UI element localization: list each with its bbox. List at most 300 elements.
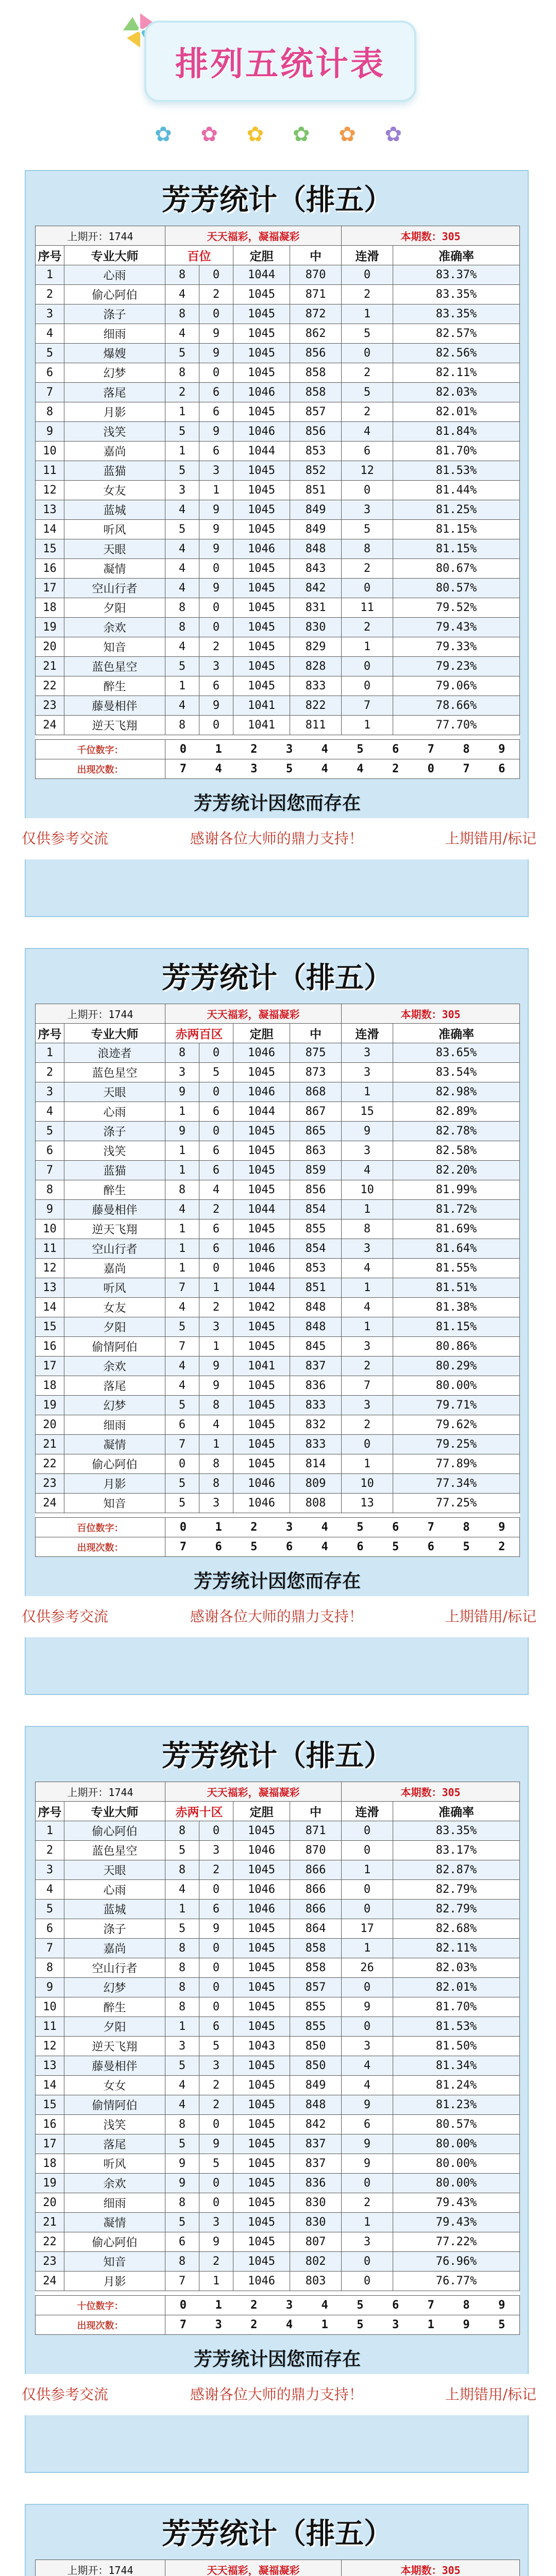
row-index: 12 [36, 2037, 64, 2056]
pick-b: 3 [199, 2056, 233, 2076]
hit-count: 858 [290, 1958, 342, 1978]
accuracy: 80.00% [393, 2134, 520, 2154]
streak-count: 3 [342, 1337, 393, 1357]
hit-count: 802 [290, 2252, 342, 2272]
pick-a: 0 [165, 1454, 199, 1474]
streak-count: 4 [342, 422, 393, 442]
col-index: 序号 [36, 1802, 64, 1821]
accuracy: 82.56% [393, 344, 520, 363]
table-row [36, 2095, 520, 2115]
row-index: 18 [36, 2154, 64, 2174]
accuracy: 82.78% [393, 1122, 520, 1141]
pick-a: 3 [165, 1063, 199, 1082]
pick-a: 4 [165, 500, 199, 520]
master-name: 嘉尚 [64, 1939, 165, 1958]
pick-b: 9 [199, 539, 233, 559]
prev-draw-label: 上期开：1744 [36, 226, 165, 246]
streak-count: 0 [342, 1880, 393, 1900]
master-name: 偷情阿伯 [64, 2095, 165, 2115]
accuracy: 82.11% [393, 363, 520, 383]
count: 2 [392, 762, 399, 775]
total-count: 1044 [233, 1278, 290, 1298]
pick-a: 8 [165, 1958, 199, 1978]
pick-b: 6 [199, 2017, 233, 2037]
table-row [36, 1161, 520, 1180]
table-row [36, 1997, 520, 2017]
col-index: 序号 [36, 246, 64, 265]
row-index: 9 [36, 1978, 64, 1997]
streak-count: 0 [342, 265, 393, 285]
hit-count: 833 [290, 1435, 342, 1454]
row-index: 18 [36, 598, 64, 618]
table-row [36, 559, 520, 579]
table-row [36, 1141, 520, 1161]
accuracy: 77.25% [393, 1494, 520, 1513]
digits-row [36, 740, 520, 759]
count: 6 [427, 1540, 434, 1553]
master-name: 蓝城 [64, 1900, 165, 1919]
pick-a: 5 [165, 1841, 199, 1860]
pick-b: 9 [199, 2232, 233, 2252]
hit-count: 845 [290, 1337, 342, 1357]
master-name: 心雨 [64, 1102, 165, 1122]
pick-b: 6 [199, 1239, 233, 1259]
stat-panel [22, 1726, 536, 2473]
pick-b: 0 [199, 1939, 233, 1958]
table-row [36, 442, 520, 461]
table-row [36, 579, 520, 598]
pick-a: 8 [165, 2252, 199, 2272]
accuracy: 80.00% [393, 2154, 520, 2174]
row-index: 2 [36, 285, 64, 304]
pick-b: 6 [199, 442, 233, 461]
hit-count: 848 [290, 539, 342, 559]
total-count: 1045 [233, 402, 290, 422]
accuracy: 83.65% [393, 1043, 520, 1063]
counts-row [36, 1537, 520, 1557]
total-count: 1045 [233, 304, 290, 324]
hit-count: 849 [290, 500, 342, 520]
table-row [36, 1259, 520, 1278]
digit: 8 [463, 1521, 470, 1534]
panel-footer: 芳芳统计因您而存在 [193, 1571, 361, 1592]
accuracy: 80.29% [393, 1357, 520, 1376]
row-index: 8 [36, 1180, 64, 1200]
master-name: 蓝色星空 [64, 657, 165, 676]
panel-title: 芳芳统计（排五） [162, 2517, 393, 2551]
row-index: 20 [36, 2193, 64, 2213]
accuracy: 82.03% [393, 383, 520, 402]
pick-a: 8 [165, 716, 199, 735]
master-name: 藤曼相伴 [64, 1200, 165, 1219]
pick-b: 0 [199, 2174, 233, 2193]
hit-count: 855 [290, 2017, 342, 2037]
row-index: 16 [36, 1337, 64, 1357]
slogan: 天天福彩，凝福凝彩 [165, 226, 342, 246]
period-label: 本期数：305 [342, 2560, 520, 2576]
table-row [36, 676, 520, 696]
pick-a: 8 [165, 1821, 199, 1841]
pick-b: 2 [199, 2252, 233, 2272]
col-accuracy: 准确率 [393, 246, 520, 265]
table-header [36, 1024, 520, 1043]
digit: 6 [392, 2299, 399, 2312]
prev-draw-label: 上期开：1744 [36, 2560, 165, 2576]
count: 5 [392, 1540, 399, 1553]
table-row [36, 304, 520, 324]
digit: 6 [392, 743, 399, 756]
row-index: 9 [36, 422, 64, 442]
pick-a: 8 [165, 363, 199, 383]
pick-a: 4 [165, 559, 199, 579]
digit: 6 [392, 1521, 399, 1534]
table-row [36, 1337, 520, 1357]
pick-b: 3 [199, 2213, 233, 2232]
table-row [36, 2252, 520, 2272]
pick-b: 6 [199, 1219, 233, 1239]
total-count: 1045 [233, 637, 290, 657]
digit: 5 [357, 2299, 364, 2312]
info-row [36, 226, 520, 246]
table-row [36, 1821, 520, 1841]
pick-a: 5 [165, 2056, 199, 2076]
accuracy: 79.52% [393, 598, 520, 618]
pick-b: 1 [199, 2272, 233, 2291]
hit-count: 864 [290, 1919, 342, 1939]
accuracy: 83.35% [393, 1821, 520, 1841]
master-name: 浅笑 [64, 2115, 165, 2134]
streak-count: 2 [342, 285, 393, 304]
row-index: 3 [36, 1082, 64, 1102]
digits-values [165, 740, 520, 759]
hit-count: 822 [290, 696, 342, 716]
accuracy: 82.20% [393, 1161, 520, 1180]
total-count: 1045 [233, 1821, 290, 1841]
master-name: 浪迹者 [64, 1043, 165, 1063]
stat-table [35, 1782, 520, 2335]
accuracy: 81.84% [393, 422, 520, 442]
accuracy: 81.44% [393, 481, 520, 500]
master-name: 蓝色星空 [64, 1063, 165, 1082]
row-index: 17 [36, 2134, 64, 2154]
pick-a: 8 [165, 618, 199, 637]
pick-b: 3 [199, 657, 233, 676]
total-count: 1045 [233, 1860, 290, 1880]
hit-count: 856 [290, 1180, 342, 1200]
row-index: 9 [36, 1200, 64, 1219]
col-streak: 连滑 [342, 246, 393, 265]
streak-count: 3 [342, 1239, 393, 1259]
master-name: 余欢 [64, 2174, 165, 2193]
master-name: 听风 [64, 520, 165, 539]
table-row [36, 1415, 520, 1435]
count: 1 [427, 2318, 434, 2331]
pick-b: 4 [199, 1415, 233, 1435]
pick-b: 8 [199, 1454, 233, 1474]
table-row [36, 1219, 520, 1239]
table-row [36, 2154, 520, 2174]
accuracy: 81.70% [393, 442, 520, 461]
pick-b: 1 [199, 1337, 233, 1357]
streak-count: 0 [342, 1821, 393, 1841]
accuracy: 79.23% [393, 657, 520, 676]
count: 0 [427, 762, 434, 775]
row-index: 7 [36, 1161, 64, 1180]
streak-count: 0 [342, 2252, 393, 2272]
row-index: 3 [36, 1860, 64, 1880]
pick-a: 1 [165, 676, 199, 696]
master-name: 细雨 [64, 2193, 165, 2213]
digit: 2 [250, 2299, 258, 2312]
accuracy: 81.64% [393, 1239, 520, 1259]
pick-a: 1 [165, 402, 199, 422]
pick-b: 9 [199, 344, 233, 363]
master-name: 心雨 [64, 1880, 165, 1900]
accuracy: 83.37% [393, 265, 520, 285]
streak-count: 3 [342, 1063, 393, 1082]
digit: 3 [285, 743, 293, 756]
digit: 2 [250, 1521, 258, 1534]
total-count: 1045 [233, 285, 290, 304]
total-count: 1045 [233, 559, 290, 579]
count: 2 [250, 2318, 258, 2331]
total-count: 1045 [233, 1180, 290, 1200]
master-name: 醉生 [64, 676, 165, 696]
pick-a: 5 [165, 520, 199, 539]
table-row [36, 1396, 520, 1415]
pick-b: 6 [199, 383, 233, 402]
accuracy: 82.79% [393, 1900, 520, 1919]
pick-b: 0 [199, 559, 233, 579]
hit-count: 865 [290, 1122, 342, 1141]
slogan: 天天福彩，凝福凝彩 [165, 1782, 342, 1802]
row-index: 5 [36, 1900, 64, 1919]
counts-row [36, 759, 520, 779]
streak-count: 2 [342, 402, 393, 422]
count: 4 [357, 762, 364, 775]
master-name: 余欢 [64, 618, 165, 637]
counts-values [165, 2315, 520, 2335]
pick-b: 6 [199, 1102, 233, 1122]
accuracy: 79.71% [393, 1396, 520, 1415]
count: 7 [179, 762, 187, 775]
digit: 9 [498, 1521, 506, 1534]
streak-count: 9 [342, 2134, 393, 2154]
count: 4 [321, 762, 328, 775]
count: 3 [392, 2318, 399, 2331]
total-count: 1045 [233, 2115, 290, 2134]
accuracy: 81.34% [393, 2056, 520, 2076]
master-name: 涤子 [64, 1122, 165, 1141]
accuracy: 82.68% [393, 1919, 520, 1939]
disclaimer [1, 818, 556, 859]
period-label: 本期数：305 [342, 1782, 520, 1802]
streak-count: 6 [342, 2115, 393, 2134]
hit-count: 851 [290, 1278, 342, 1298]
streak-count: 0 [342, 344, 393, 363]
total-count: 1045 [233, 2252, 290, 2272]
row-index: 11 [36, 2017, 64, 2037]
hit-count: 803 [290, 2272, 342, 2291]
accuracy: 81.55% [393, 1259, 520, 1278]
panel-title: 芳芳统计（排五） [162, 1739, 393, 1773]
row-index: 19 [36, 618, 64, 637]
pick-a: 1 [165, 1900, 199, 1919]
panel-title: 芳芳统计（排五） [162, 961, 393, 995]
note-mid: 感谢各位大师的鼎力支持！ [190, 1608, 363, 1625]
col-hit: 中 [290, 1802, 342, 1821]
row-index: 20 [36, 1415, 64, 1435]
table-row [36, 2017, 520, 2037]
streak-count: 5 [342, 520, 393, 539]
digit: 1 [215, 743, 222, 756]
pick-b: 9 [199, 1357, 233, 1376]
hit-count: 863 [290, 1141, 342, 1161]
total-count: 1045 [233, 1141, 290, 1161]
pick-b: 2 [199, 1298, 233, 1317]
count: 1 [321, 2318, 328, 2331]
hit-count: 850 [290, 2056, 342, 2076]
hit-count: 862 [290, 324, 342, 344]
hit-count: 858 [290, 363, 342, 383]
prev-draw-label: 上期开：1744 [36, 1782, 165, 1802]
hit-count: 866 [290, 1880, 342, 1900]
streak-count: 5 [342, 383, 393, 402]
streak-count: 4 [342, 1259, 393, 1278]
col-master: 专业大师 [64, 1802, 165, 1821]
flower-icon: ✿ [339, 123, 356, 146]
note-right: 上期错用/标记 [445, 2386, 536, 2403]
row-index: 23 [36, 1474, 64, 1494]
hit-count: 842 [290, 579, 342, 598]
pick-b: 6 [199, 1161, 233, 1180]
table-row [36, 383, 520, 402]
hit-count: 807 [290, 2232, 342, 2252]
streak-count: 0 [342, 676, 393, 696]
streak-count: 9 [342, 1122, 393, 1141]
streak-count: 12 [342, 461, 393, 481]
info-row [36, 2560, 520, 2576]
total-count: 1046 [233, 1880, 290, 1900]
streak-count: 2 [342, 1357, 393, 1376]
pick-a: 8 [165, 1939, 199, 1958]
streak-count: 0 [342, 579, 393, 598]
hit-count: 854 [290, 1200, 342, 1219]
table-row [36, 1298, 520, 1317]
count: 7 [179, 2318, 187, 2331]
digit: 3 [285, 2299, 293, 2312]
streak-count: 4 [342, 2076, 393, 2095]
col-accuracy: 准确率 [393, 1024, 520, 1043]
table-row [36, 1939, 520, 1958]
accuracy: 79.25% [393, 1435, 520, 1454]
pick-b: 0 [199, 2193, 233, 2213]
accuracy: 79.33% [393, 637, 520, 657]
counts-label: 出现次数： [36, 2315, 165, 2335]
digits-label: 千位数字： [36, 740, 165, 759]
master-name: 月影 [64, 2272, 165, 2291]
master-name: 偷心阿伯 [64, 1821, 165, 1841]
hit-count: 857 [290, 1978, 342, 1997]
total-count: 1045 [233, 1958, 290, 1978]
hit-count: 833 [290, 676, 342, 696]
row-index: 13 [36, 1278, 64, 1298]
col-master: 专业大师 [64, 1024, 165, 1043]
hit-count: 848 [290, 1298, 342, 1317]
total-count: 1045 [233, 598, 290, 618]
accuracy: 81.15% [393, 539, 520, 559]
flower-row [155, 122, 402, 147]
table-row [36, 1122, 520, 1141]
pick-b: 9 [199, 1919, 233, 1939]
streak-count: 5 [342, 324, 393, 344]
streak-count: 9 [342, 1997, 393, 2017]
col-range: 赤两百区 [165, 1024, 233, 1043]
streak-count: 0 [342, 2017, 393, 2037]
total-count: 1045 [233, 1454, 290, 1474]
stat-table [35, 1004, 520, 1557]
pick-b: 2 [199, 2095, 233, 2115]
pick-b: 0 [199, 598, 233, 618]
table-row [36, 1239, 520, 1259]
panel-inner [35, 175, 519, 828]
count: 2 [498, 1540, 506, 1553]
pick-b: 5 [199, 2154, 233, 2174]
accuracy: 80.67% [393, 559, 520, 579]
accuracy: 80.57% [393, 2115, 520, 2134]
pick-b: 0 [199, 716, 233, 735]
row-index: 15 [36, 1317, 64, 1337]
accuracy: 81.70% [393, 1997, 520, 2017]
master-name: 幻梦 [64, 1396, 165, 1415]
digits-label: 百位数字： [36, 1518, 165, 1537]
accuracy: 82.11% [393, 1939, 520, 1958]
accuracy: 79.62% [393, 1415, 520, 1435]
hit-count: 843 [290, 559, 342, 579]
hit-count: 870 [290, 265, 342, 285]
hit-count: 848 [290, 1317, 342, 1337]
streak-count: 0 [342, 1841, 393, 1860]
row-index: 10 [36, 1219, 64, 1239]
digit: 0 [179, 743, 187, 756]
pick-a: 7 [165, 1435, 199, 1454]
hit-count: 855 [290, 1219, 342, 1239]
pick-b: 6 [199, 676, 233, 696]
total-count: 1042 [233, 1298, 290, 1317]
pick-b: 0 [199, 1043, 233, 1063]
total-count: 1045 [233, 1978, 290, 1997]
digit: 4 [321, 1521, 328, 1534]
hit-count: 814 [290, 1454, 342, 1474]
table-row [36, 716, 520, 735]
streak-count: 4 [342, 1298, 393, 1317]
total-count: 1045 [233, 1337, 290, 1357]
pick-b: 3 [199, 1494, 233, 1513]
pick-a: 4 [165, 579, 199, 598]
count: 6 [215, 1540, 222, 1553]
row-index: 16 [36, 2115, 64, 2134]
pick-b: 9 [199, 520, 233, 539]
streak-count: 4 [342, 1161, 393, 1180]
streak-count: 13 [342, 1494, 393, 1513]
row-index: 19 [36, 2174, 64, 2193]
col-streak: 连滑 [342, 1802, 393, 1821]
digit: 1 [215, 1521, 222, 1534]
total-count: 1046 [233, 422, 290, 442]
table-row [36, 402, 520, 422]
pick-a: 3 [165, 481, 199, 500]
pick-a: 5 [165, 344, 199, 363]
